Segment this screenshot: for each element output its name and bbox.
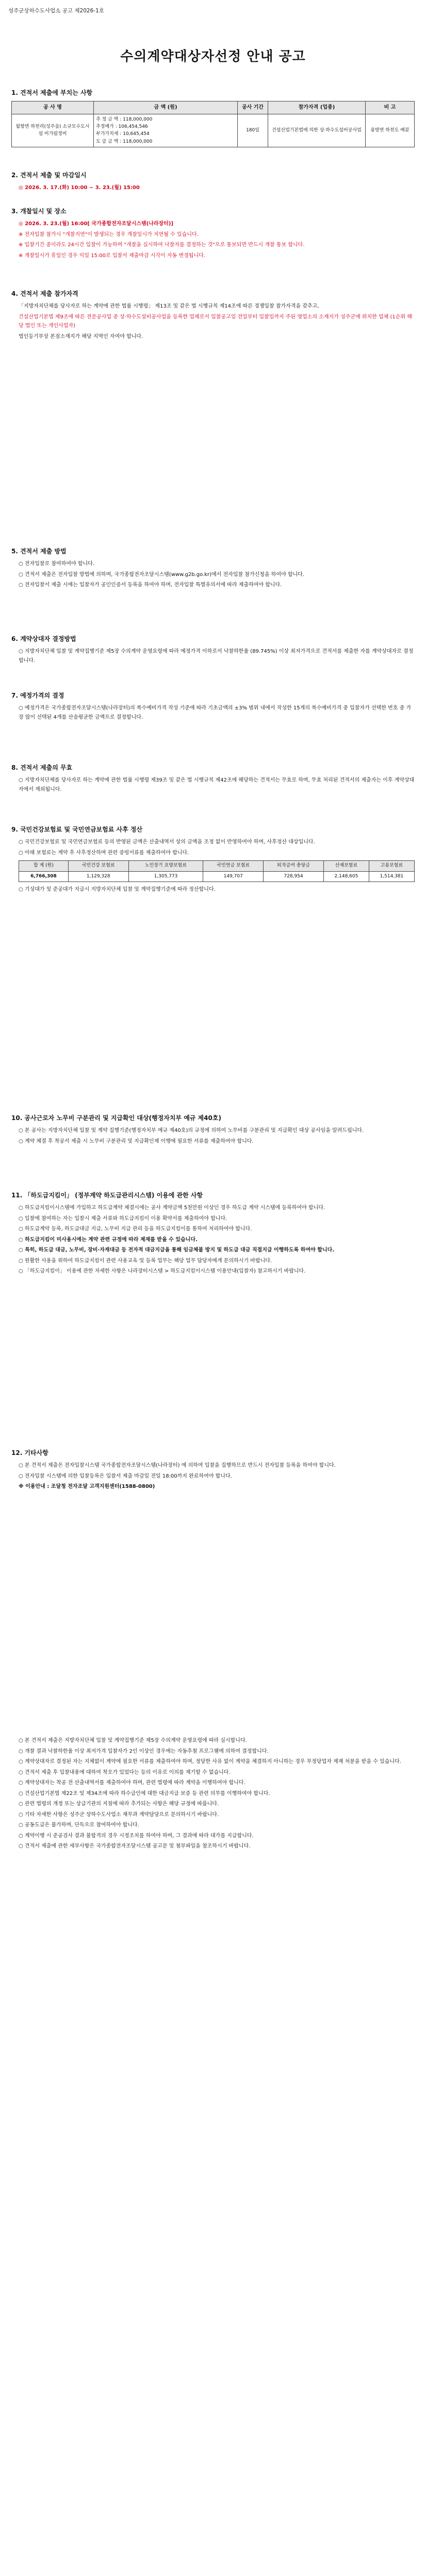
more-line-11: ○ 견적서 제출에 관한 세부사항은 국가종합전자조달시스템 공고문 및 첨부파일을 참조하시기 바랍니다. <box>19 1843 251 1849</box>
more-line-6: ○ 건설산업기본법 제22조 및 제34조에 따라 하수급인에 대한 대금지급 보증 등 관련 의무를 이행하여야 합니다. <box>19 1790 270 1797</box>
more-line-9: ○ 공동도급은 불가하며, 단독으로 참여하여야 합니다. <box>19 1822 139 1828</box>
section-1 <box>11 88 415 147</box>
th-amount: 금 액 (원) <box>94 101 238 114</box>
insurance-th-industrial: 산재보험료 <box>323 861 369 872</box>
more-line-8: ○ 기타 자세한 사항은 성주군 상하수도사업소 재무과 계약담당으로 문의하시기 바랍니다. <box>19 1811 219 1818</box>
insurance-th-total: 합 계 (원) <box>19 861 69 872</box>
other-line-2: ○ 전자입찰 시스템에 의한 입찰등록은 입찰서 제출 마감일 전일 18:00까지 완료하여야 합니다. <box>19 1473 232 1479</box>
decision-line-1: ○ 지방자치단체 입찰 및 계약집행기준 제5장 수의계약 운영요령에 따라 예정가격 이하로서 낙찰하한율 (89.745%) 이상 최저가격으로 견적서를 제출한 자를 계약상대자로 결정합니다. <box>19 649 414 664</box>
other-line-1: ○ 본 견적서 제출은 전자입찰시스템 국가종합전자조달시스템(나라장터) 에 의하여 입찰을 집행하므로 반드시 전자입찰 등록을 하여야 합니다. <box>19 1463 336 1468</box>
subcontract-line-3: ○ 하도급계약 등록, 하도급대금 지급, 노무비 지급 관리 등을 하도급지킴이를 통하여 처리하여야 합니다. <box>19 1226 252 1232</box>
more-line-10: ○ 계약이행 시 준공검사 결과 불합격의 경우 시정조치를 하여야 하며, 그 결과에 따라 대가를 지급합니다. <box>19 1833 254 1839</box>
subcontract-line-5: ○ 특히, 하도급 대금, 노무비, 장비·자재대금 등 전자적 대금지급을 통해 임금체불 방지 및 하도급 대금 직접지급 이행하도록 하여야 합니다. <box>19 1247 335 1253</box>
qualification-line-1: 「지방자치단체를 당사자로 하는 계약에 관한 법률 시행령」 제13조 및 같은 법 시행규칙 제14조에 따른 경쟁입찰 참가자격을 갖추고, <box>19 303 319 309</box>
section-2 <box>11 170 415 194</box>
opening-note-2: ※ 입찰기간 중이라도 24시간 입찰이 가능하며 "개찰을 실시하여 낙찰자를 결정하는 것"으로 통보되면 반드시 개찰 통보 합니다. <box>19 242 305 248</box>
insurance-table-wrap <box>19 860 415 882</box>
section-3-heading: 3. 개찰일시 및 장소 <box>11 208 67 215</box>
subcontract-line-1: ○ 하도급지킴이시스템에 가입하고 하도급계약 체결시에는 공사 계약금액 5천만원 이상인 경우 하도급 계약 시스템에 등록하여야 합니다. <box>19 1205 325 1211</box>
work-qualification: 건설산업기본법에 의한 상·하수도설비공사업 <box>268 114 366 147</box>
qualification-line-3: 법인등기부상 본점소재지가 해당 지역인 자여야 합니다. <box>19 333 143 340</box>
insurance-industrial: 2,148,605 <box>323 871 369 882</box>
section-8 <box>11 762 415 795</box>
insurance-th-employment: 고용보험료 <box>369 861 414 872</box>
insurance-retirement: 728,954 <box>264 871 324 882</box>
work-name: 월항면 하천리(성주읍) 소규모수도시설 비가림정비 <box>12 114 94 147</box>
more-line-7: ○ 관련 법령의 개정 또는 상급기관의 지침에 따라 추가되는 사항은 해당 규정에 따릅니다. <box>19 1801 219 1807</box>
insurance-table <box>19 860 415 882</box>
document-number: 성주군상하수도사업소 공고 제2026-1호 <box>8 8 104 14</box>
section-5 <box>11 546 415 591</box>
table-row <box>12 114 415 147</box>
section-12 <box>11 1448 415 1493</box>
subcontract-line-7: ○ 「하도급지킴이」 이용에 관한 자세한 사항은 나라장터시스템 > 하도급지킴이시스템 이용안내(입찰자) 참고하시기 바랍니다. <box>19 1268 306 1274</box>
section-8-heading: 8. 견적서 제출의 무효 <box>11 764 73 771</box>
more-line-5: ○ 계약상대자는 착공 전 산출내역서를 제출하여야 하며, 관련 법령에 따라 계약을 이행하여야 합니다. <box>19 1780 245 1786</box>
work-period: 180일 <box>238 114 268 147</box>
section-6-heading: 6. 계약상대자 결정방법 <box>11 635 76 642</box>
amount-vat: 부가가치세 : 10,645,454 <box>96 131 150 137</box>
submission-period: ◎ 2026. 3. 17.(화) 10:00 ~ 3. 23.(월) 15:00 <box>19 185 140 191</box>
work-table <box>11 101 415 147</box>
section-4-heading: 4. 견적서 제출 참가자격 <box>11 290 78 297</box>
support-center: ※ 이용안내 : 조달청 전자조달 고객지원센터(1588-0800) <box>19 1484 155 1489</box>
amount-estimated: 추 정 금 액 : 118,000,000 <box>96 116 153 122</box>
section-11 <box>11 1190 415 1278</box>
insurance-th-retirement: 퇴직급여 충당금 <box>264 861 324 872</box>
labor-line-1: ○ 본 공사는 지방자치단체 입찰 및 계약 집행기준(행정자치부 예규 제40호)의 규정에 의하여 노무비를 구분관리 및 지급확인 대상 공사임을 알려드립니다. <box>19 1128 364 1133</box>
insurance-line-2: ○ 아래 보험료는 계약 후 사후정산하며 관련 증빙서류를 제출하여야 합니다. <box>19 850 189 856</box>
insurance-care: 1,305,773 <box>128 871 203 882</box>
th-note: 비 고 <box>366 101 415 114</box>
section-2-heading: 2. 견적서 제출 및 마감일시 <box>11 172 87 179</box>
insurance-th-care: 노인장기 요양보험료 <box>128 861 203 872</box>
th-qualification: 참가자격 (업종) <box>268 101 366 114</box>
work-note: 용방면 하천도 배분 <box>366 114 415 147</box>
insurance-employment: 1,514,381 <box>369 871 414 882</box>
section-9-heading: 9. 국민건강보험료 및 국민연금보험료 사후 정산 <box>11 826 143 833</box>
more-line-2: ○ 개찰 결과 낙찰하한율 이상 최저가격 입찰자가 2인 이상인 경우에는 자동추첨 프로그램에 의하여 결정합니다. <box>19 1748 269 1754</box>
work-amounts <box>94 114 238 147</box>
method-line-1: ○ 전자입찰로 참여하여야 합니다. <box>19 561 95 567</box>
subcontract-line-4: ○ 하도급지킴이 미사용시에는 계약 관련 규정에 따라 제재를 받을 수 있습니다. <box>19 1236 198 1243</box>
insurance-total: 6,766,308 <box>19 871 69 882</box>
more-line-4: ○ 견적서 제출 후 입찰내용에 대하여 착오가 있었다는 등의 이유로 이의를 제기할 수 없습니다. <box>19 1769 231 1775</box>
th-name: 공 사 명 <box>12 101 94 114</box>
amount-base: 추정예가 : 106,454,546 <box>96 124 148 129</box>
insurance-value-row <box>19 871 415 882</box>
section-12-heading: 12. 기타사항 <box>11 1449 48 1456</box>
qualification-line-2: 건설산업기본법 제9조에 따른 전문공사업 중 상·하수도설비공사업을 등록한 업체로서 입찰공고일 전일부터 입찰일까지 주된 영업소의 소재지가 성주군에 위치한 업체 (1순위 해당 법인 또는 개인사업자) <box>19 314 412 329</box>
section-9 <box>11 824 415 896</box>
insurance-th-pension: 국민연금 보험료 <box>203 861 264 872</box>
table-header-row <box>12 101 415 114</box>
insurance-pension: 149,707 <box>203 871 264 882</box>
opening-date: ◎ 2026. 3. 23.(월) 16:00[ 국가종합전자조달시스템(나라장터)] <box>19 221 174 227</box>
insurance-after-line: ○ 기성대가 및 준공대가 지급시 지방자치단체 입찰 및 계약집행기준에 따라 정산합니다. <box>19 887 216 892</box>
page-title: 수의계약대상자선정 안내 공고 <box>120 49 306 64</box>
section-12-more <box>11 1736 415 1853</box>
method-line-3: ○ 전자입찰서 제출 시에는 입찰자가 공인인증서 등록을 하여야 하며, 전자입찰 특별유의서에 따라 제출하여야 합니다. <box>19 582 282 588</box>
section-3 <box>11 206 415 262</box>
method-line-2: ○ 견적서 제출은 전자입찰 방법에 의하며, 국가종합전자조달시스템(www.g2b.go.kr)에서 전자입찰 참가신청을 하여야 합니다. <box>19 571 305 578</box>
section-10 <box>11 1113 415 1147</box>
section-7-heading: 7. 예정가격의 결정 <box>11 692 64 699</box>
section-5-heading: 5. 견적서 제출 방법 <box>11 548 67 555</box>
th-period: 공사 기간 <box>238 101 268 114</box>
section-4 <box>11 289 415 343</box>
insurance-line-1: ○ 국민건강보험료 및 국민연금보험료 등의 반영된 금액은 산출내역서 상의 금액을 조정 없이 반영하여야 하며, 사후정산 대상입니다. <box>19 839 315 845</box>
insurance-th-health: 국민건강 보험료 <box>68 861 128 872</box>
opening-note-1: ※ 전자입찰 참가시 "개찰지연"이 발생되는 경우 개찰일시가 지연될 수 있습니다. <box>19 231 199 238</box>
insurance-health: 1,129,328 <box>68 871 128 882</box>
subcontract-line-2: ○ 입찰에 참여하는 자는 입찰시 제출 서류와 하도급지킴이 이용 확약서를 제출하여야 합니다. <box>19 1215 227 1222</box>
section-7 <box>11 690 415 723</box>
opening-note-3: ※ 개찰일시가 휴일인 경우 익일 15:00로 입찰서 제출마감 시각이 자동 변경됩니다. <box>19 252 205 259</box>
section-11-heading: 11. 「하도급지킴이」 (정부계약 하도급관리시스템) 이용에 관한 사항 <box>11 1192 203 1199</box>
amount-contract: 도 급 금 액 : 118,000,000 <box>96 139 153 144</box>
insurance-header-row <box>19 861 415 872</box>
price-line-1: ○ 예정가격은 국가종합전자조달시스템(나라장터)의 복수예비가격 작성 기준에 따라 기초금액의 ±3% 범위 내에서 작성한 15개의 복수예비가격 중 입찰자가 선택한 번호 중 가장 많이 선택된 4개를 산술평균한 금액으로 결정합니다. <box>19 705 412 720</box>
more-line-1: ○ 본 견적서 제출은 지방자치단체 입찰 및 계약집행기준 제5장 수의계약 운영요령에 따라 실시합니다. <box>19 1738 247 1743</box>
more-line-3: ○ 계약상대자로 결정된 자는 지체없이 계약에 필요한 서류를 제출하여야 하며, 정당한 사유 없이 계약을 체결하지 아니하는 경우 부정당업자 제재 처분을 받을 수 있습니다. <box>19 1759 401 1765</box>
subcontract-line-6: ○ 원활한 사용을 위하여 하도급지킴이 관련 사용교육 및 등록 업무는 해당 업무 담당자에게 문의하시기 바랍니다. <box>19 1258 272 1264</box>
labor-line-2: ○ 계약 체결 후 착공서 제출 시 노무비 구분관리 및 지급확인제 이행에 필요한 서류를 제출하여야 합니다. <box>19 1138 254 1144</box>
section-1-heading: 1. 견적서 제출에 부치는 사항 <box>11 89 93 96</box>
invalid-line-1: ○ 지방자치단체를 당사자로 하는 계약에 관한 법률 시행령 제39조 및 같은 법 시행규칙 제42조에 해당하는 견적서는 무효로 하며, 무효 처리된 견적서의 제출자는 이후 계약상대자에서 제외됩니다. <box>19 777 415 792</box>
section-6 <box>11 634 415 667</box>
section-10-heading: 10. 공사근로자 노무비 구분관리 및 지급확인 대상(행정자치부 예규 제40호) <box>11 1114 221 1122</box>
